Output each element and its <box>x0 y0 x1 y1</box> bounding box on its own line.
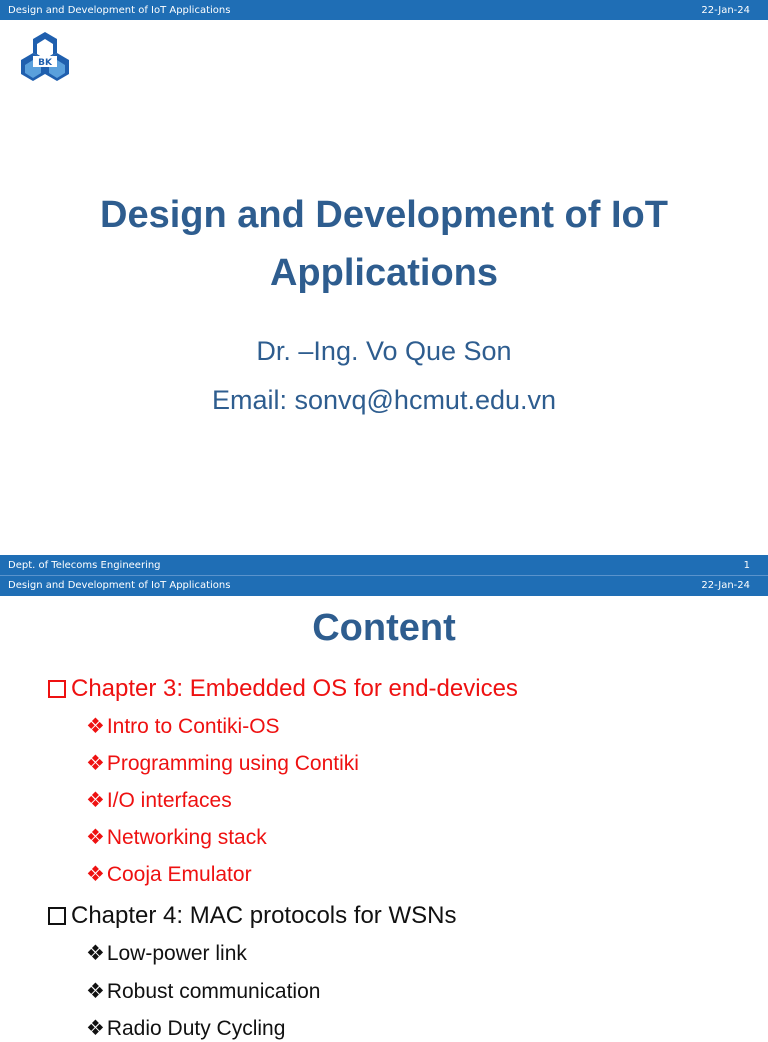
checkbox-bullet-icon <box>48 907 66 925</box>
diamond-bullet-icon: ❖ <box>86 752 105 775</box>
slide1-email: Email: sonvq@hcmut.edu.vn <box>211 385 557 415</box>
list-item-label: Radio Duty Cycling <box>106 1017 286 1040</box>
diamond-bullet-icon: ❖ <box>86 715 105 738</box>
list-item-label: Intro to Contiki-OS <box>106 715 280 738</box>
list-item <box>86 751 359 777</box>
bk-university-logo <box>20 30 70 84</box>
slide1-footer-dept: Dept. of Telecoms Engineering <box>8 559 161 571</box>
slide1-author: Dr. –Ing. Vo Que Son <box>256 336 512 366</box>
slide1-title <box>0 186 768 302</box>
list-item-label: Cooja Emulator <box>106 863 252 886</box>
slide1-footer-bar <box>0 555 768 575</box>
list-item <box>86 941 247 967</box>
list-item-label: Networking stack <box>106 826 267 849</box>
list-item-label: I/O interfaces <box>106 789 232 812</box>
slide1-title-line1: Design and Development of IoT <box>100 194 668 236</box>
diamond-bullet-icon: ❖ <box>86 826 105 849</box>
slide2-header-title: Design and Development of IoT Applications <box>8 580 231 591</box>
chapter-4-heading <box>48 901 456 931</box>
list-item <box>86 1016 285 1042</box>
chapter-3-heading <box>48 674 518 704</box>
diamond-bullet-icon: ❖ <box>86 1017 105 1040</box>
list-item <box>86 979 320 1005</box>
slide1-header-title: Design and Development of IoT Applications <box>8 4 231 16</box>
slide1-header-date: 22-Jan-24 <box>701 4 750 16</box>
list-item <box>86 714 280 740</box>
diamond-bullet-icon: ❖ <box>86 789 105 812</box>
list-item <box>86 788 232 814</box>
diamond-bullet-icon: ❖ <box>86 942 105 965</box>
chapter-4-label: Chapter 4: MAC protocols for WSNs <box>71 902 457 929</box>
slide2-title: Content <box>312 607 456 649</box>
checkbox-bullet-icon <box>48 680 66 698</box>
chapter-3-label: Chapter 3: Embedded OS for end-devices <box>71 675 518 702</box>
list-item-label: Robust communication <box>106 980 321 1003</box>
diamond-bullet-icon: ❖ <box>86 863 105 886</box>
slide1-title-line2: Applications <box>269 252 499 294</box>
list-item-label: Programming using Contiki <box>106 752 359 775</box>
diamond-bullet-icon: ❖ <box>86 980 105 1003</box>
slide-divider <box>0 575 768 576</box>
slide1-page-number: 1 <box>743 559 750 571</box>
list-item-label: Low-power link <box>106 942 247 965</box>
logo-text: BK <box>38 58 52 68</box>
slide2-header-date: 22-Jan-24 <box>701 580 750 591</box>
list-item <box>86 862 252 888</box>
slide2-header-bar <box>0 575 768 596</box>
list-item <box>86 825 267 851</box>
slide1-header-bar <box>0 0 768 20</box>
